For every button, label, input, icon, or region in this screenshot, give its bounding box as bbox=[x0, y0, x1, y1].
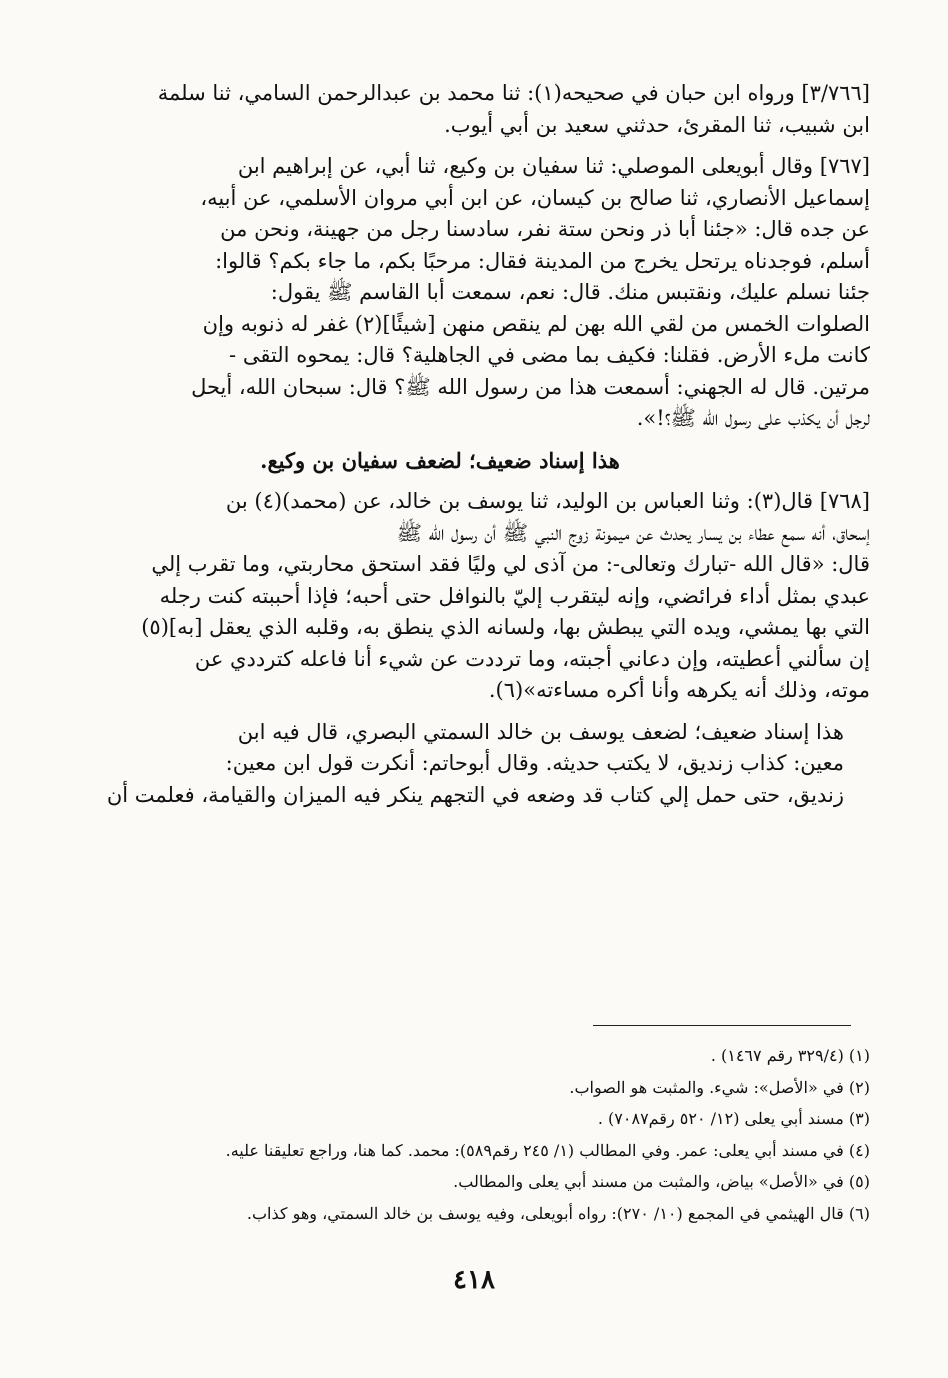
footnote-3: (٣) مسند أبي يعلى (١٢/ ٥٢٠ رقم٧٠٨٧) . bbox=[597, 1109, 870, 1128]
text-line: موته، وذلك أنه يكرهه وأنا أكره مساءته»(٦). bbox=[488, 678, 870, 702]
text-line: هذا إسناد ضعيف؛ لضعف يوسف بن خالد السمتي البصري، قال فيه ابن bbox=[237, 719, 844, 744]
page-body bbox=[80, 78, 870, 821]
text-line: عن جده قال: «جئنا أبا ذر ونحن ستة نفر، سادسنا رجل من جهينة، ونحن من bbox=[220, 217, 870, 241]
text-line: [٧٦٧] وقال أبويعلى الموصلي: ثنا سفيان بن وكيع، ثنا أبي، عن إبراهيم ابن bbox=[237, 154, 870, 178]
footnote-1: (١) (٣٢٩/٤ رقم ١٤٦٧) . bbox=[710, 1046, 870, 1065]
footnote-6: (٦) قال الهيثمي في المجمع (١٠/ ٢٧٠): رواه أبويعلى، وفيه يوسف بن خالد السمتي، وهو كذاب. bbox=[246, 1203, 870, 1223]
text-line: عبدي بمثل أداء فرائضي، وإنه ليتقرب إليّ بالنوافل حتى أحبه؛ فإذا أحببته كنت رجله bbox=[159, 583, 870, 608]
paragraph-766 bbox=[80, 78, 870, 141]
text-line: معين: كذاب زنديق، لا يكتب حديثه. وقال أبوحاتم: أنكرت قول ابن معين: bbox=[225, 751, 844, 775]
text-line: لرجل أن يكذب على رسول الله ﷺ؟!». bbox=[636, 406, 870, 430]
footnote-4: (٤) في مسند أبي يعلى: عمر. وفي المطالب (١/ ٢٤٥ رقم٥٨٩): محمد. كما هنا، وراجع تعليقنا عليه. bbox=[225, 1140, 870, 1160]
isnad-note-767 bbox=[80, 445, 870, 477]
page-number: ٤١٨ bbox=[453, 1265, 495, 1295]
text-line: [٧٦٨] قال(٣): وثنا العباس بن الوليد، ثنا يوسف بن خالد، عن (محمد)(٤) بن bbox=[225, 489, 870, 513]
text-line: الصلوات الخمس من لقي الله بهن لم ينقص منهن [شيئًا](٢) غفر له ذنوبه وإن bbox=[202, 311, 870, 336]
text-line: التي بها يمشي، ويده التي يبطش بها، ولسانه الذي ينطق به، وقلبه الذي يعقل [به](٥) bbox=[141, 615, 870, 639]
text-line: أسلم، فوجدناه يرتحل يخرج من المدينة فقال: مرحبًا بكم، ما جاء بكم؟ قالوا: bbox=[215, 248, 870, 273]
text-line: إن سألني أعطيته، وإن دعاني أجبته، وما ترددت عن شيء أنا فاعله كترددي عن bbox=[194, 646, 870, 671]
footnote-5: (٥) في «الأصل» بياض، والمثبت من مسند أبي يعلى والمطالب. bbox=[453, 1172, 870, 1191]
footnote-divider bbox=[593, 1025, 851, 1026]
text-line: قال: «قال الله -تبارك وتعالى-: من آذى لي وليًا فقد استحق محاربتي، وما تقرب إلي bbox=[151, 552, 870, 576]
isnad-note-768 bbox=[80, 717, 870, 812]
text-line: إسحاق، أنه سمع عطاء بن يسار يحدث عن ميمونة زوج النبي ﷺ أن رسول الله ﷺ bbox=[396, 520, 870, 545]
text-line: مرتين. قال له الجهني: أسمعت هذا من رسول الله ﷺ؟ قال: سبحان الله، أيحل bbox=[191, 374, 870, 399]
text-line: جئنا نسلم عليك، ونقتبس منك. قال: نعم، سمعت أبا القاسم ﷺ يقول: bbox=[270, 280, 870, 304]
footnotes bbox=[80, 1040, 870, 1229]
text-line: ابن شبيب، ثنا المقرئ، حدثني سعيد بن أبي أيوب. bbox=[444, 112, 870, 137]
text-line: كانت ملء الأرض. فقلنا: فكيف بما مضى في الجاهلية؟ قال: يمحوه التقى - bbox=[229, 343, 870, 367]
paragraph-767 bbox=[80, 151, 870, 435]
text-line: إسماعيل الأنصاري، ثنا صالح بن كيسان، عن ابن أبي مروان الأسلمي، عن أبيه، bbox=[200, 185, 870, 210]
footnote-2: (٢) في «الأصل»: شيء. والمثبت هو الصواب. bbox=[569, 1077, 870, 1097]
text-line: [٣/٧٦٦] ورواه ابن حبان في صحيحه(١): ثنا محمد بن عبدالرحمن السامي، ثنا سلمة bbox=[157, 81, 870, 105]
paragraph-768 bbox=[80, 486, 870, 707]
text-line: هذا إسناد ضعيف؛ لضعف سفيان بن وكيع. bbox=[260, 447, 620, 473]
text-line: زنديق، حتى حمل إلي كتاب قد وضعه في التجهم ينكر فيه الميزان والقيامة، فعلمت أن bbox=[106, 782, 844, 807]
